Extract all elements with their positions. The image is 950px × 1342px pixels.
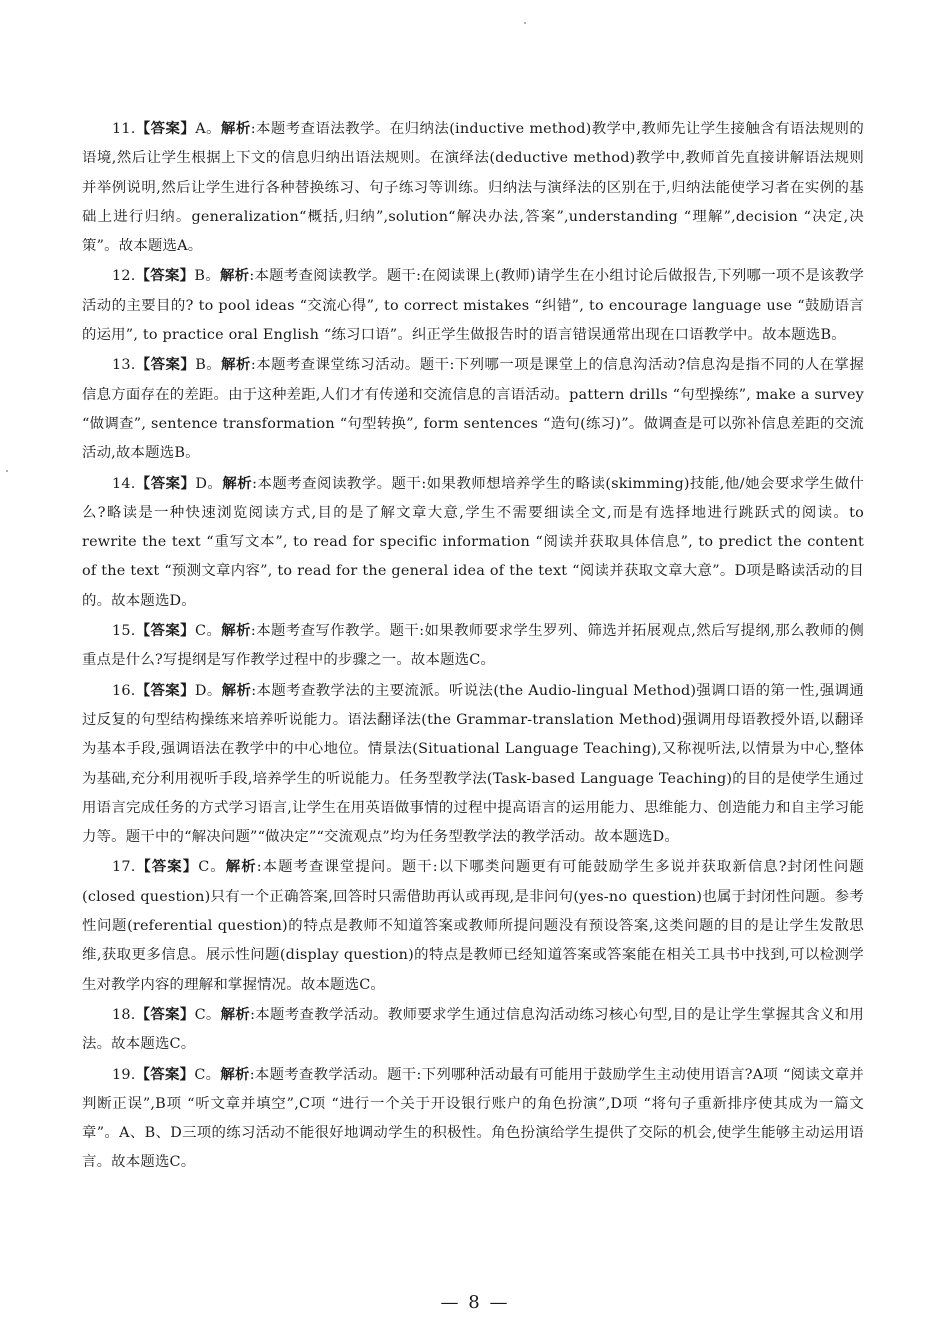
item-number: 16. <box>112 682 136 699</box>
answer-label: 【答案】 <box>135 681 195 699</box>
answer-label: 【答案】 <box>135 356 196 374</box>
answer-value: C。 <box>194 1066 221 1083</box>
analysis-label: 解析 <box>220 1065 250 1083</box>
item-number: 19. <box>112 1066 136 1083</box>
answer-value: A。 <box>195 121 221 137</box>
analysis-label: 解析 <box>221 681 252 699</box>
item-16 <box>82 676 864 853</box>
analysis-label: 解析 <box>219 267 250 285</box>
analysis-text: :本题考查课堂提问。题干:以下哪类问题更有可能鼓励学生多说并获取新信息?封闭性问题(closed question)只有一个正确答案,回答时只需借助再认或再现,是非问句(yes-no question)也属于封闭性问题。参考性问题(referential question)的特点是教师不知道答案或教师所提问题没有预设答案,这类问题的目的是让学生发散思维,获取更多信息。展示性问题(display question)的特点是教师已经知道答案或答案能在相关工具书中找到,可以检测学生对教学内容的理解和掌握情况。故本题选C。 <box>82 859 864 993</box>
answer-label: 【答案】 <box>135 267 195 285</box>
analysis-label: 解析 <box>220 120 251 137</box>
analysis-text: :本题考查课堂练习活动。题干:下列哪一项是课堂上的信息沟活动?信息沟是指不同的人在掌握信息方面存在的差距。由于这种差距,人们才有传递和交流信息的言语活动。pattern drills “句型操练”, make a survey “做调查”, sentence transformation “句型转换”, form sentences “造句(练习)”。做调查是可以弥补信息差距的交流活动,故本题选B。 <box>82 357 864 462</box>
answer-value: D。 <box>194 682 222 699</box>
item-number: 13. <box>112 357 136 374</box>
analysis-text: :本题考查写作教学。题干:如果教师要求学生罗列、筛选并拓展观点,然后写提纲,那么教师的侧重点是什么?写提纲是写作教学过程中的步骤之一。故本题选C。 <box>82 623 864 669</box>
analysis-text: :本题考查教学活动。教师要求学生通过信息沟活动练习核心句型,目的是让学生掌握其含义和用法。故本题选C。 <box>82 1006 864 1053</box>
item-12 <box>82 261 864 350</box>
analysis-label: 解析 <box>221 356 251 374</box>
analysis-label: 解析 <box>222 474 253 492</box>
item-number: 14. <box>112 475 136 492</box>
scan-speck <box>6 470 8 472</box>
answer-label: 【答案】 <box>135 1065 195 1083</box>
item-11 <box>82 114 864 261</box>
item-15 <box>82 616 864 676</box>
item-number: 18. <box>112 1006 136 1023</box>
analysis-text: :本题考查语法教学。在归纳法(inductive method)教学中,教师先让学生接触含有语法规则的语境,然后让学生根据上下文的信息归纳出语法规则。在演绎法(deductive method)教学中,教师首先直接讲解语法规则并举例说明,然后让学生进行各种替换练习、句子练习等训练。归纳法与演绎法的区别在于,归纳法能使学习者在实例的基础上进行归纳。generalization“概括,归纳”,solution“解决办法,答案”,understanding “理解”,decision “决定,决策”。故本题选A。 <box>82 121 865 255</box>
item-number: 12. <box>112 268 136 285</box>
item-number: 17. <box>112 859 136 876</box>
item-18 <box>82 1000 864 1060</box>
analysis-text: :本题考查教学活动。题干:下列哪种活动最有可能用于鼓励学生主动使用语言?A项 “阅读文章并判断正误”,B项 “听文章并填空”,C项 “进行一个关于开设银行账户的角色扮演”,D项 “将句子重新排序使其成为一篇文章”。A、B、D三项的练习活动不能很好地调动学生的积极性。角色扮演给学生提供了交际的机会,使学生能够主动运用语言。故本题选C。 <box>82 1066 864 1171</box>
item-number: 11. <box>112 121 136 137</box>
item-14 <box>82 469 864 616</box>
page-number: — 8 — <box>440 1292 510 1313</box>
answer-value: C。 <box>198 859 226 876</box>
analysis-label: 解析 <box>221 622 251 640</box>
answer-label: 【答案】 <box>135 474 196 492</box>
analysis-text: :本题考查阅读教学。题干:在阅读课上(教师)请学生在小组讨论后做报告,下列哪一项不是该教学活动的主要目的? to pool ideas “交流心得”, to correct mistakes “纠错”, to encourage language use “鼓励语言的运用”, to practice oral English “练习口语”。纠正学生做报告时的语言错误通常出现在口语教学中。故本题选B。 <box>82 268 864 344</box>
answer-value: B。 <box>194 268 220 285</box>
answer-label: 【答案】 <box>135 858 199 876</box>
answer-value: C。 <box>195 623 222 640</box>
analysis-label: 解析 <box>220 1005 251 1023</box>
analysis-text: :本题考查阅读教学。题干:如果教师想培养学生的略读(skimming)技能,他/她会要求学生做什么?略读是一种快速浏览阅读方式,目的是了解文章大意,学生不需要细读全文,而是有选择地进行跳跃式的阅读。to rewrite the text “重写文本”, to read for specific information “阅读并获取具体信息”, to predict the content of the text “预测文章内容”, to read for the general idea of the text “阅读并获取文章大意”。D项是略读活动的目的。故本题选D。 <box>82 475 864 609</box>
answer-value: C。 <box>194 1006 221 1023</box>
answer-label: 【答案】 <box>135 120 196 137</box>
analysis-text: :本题考查教学法的主要流派。听说法(the Audio-lingual Method)强调口语的第一性,强调通过反复的句型结构操练来培养听说能力。语法翻译法(the Grammar-translation Method)强调用母语教授外语,以翻译为基本手段,强调语法在教学中的中心地位。情景法(Situational Language Teaching),又称视听法,以情景为中心,整体为基础,充分利用视听手段,培养学生的听说能力。任务型教学法(Task-based Language Teaching)的目的是使学生通过用语言完成任务的方式学习语言,让学生在用英语做事情的过程中提高语言的运用能力、思维能力、创造能力和自主学习能力等。题干中的“解决问题”“做决定”“交流观点”均为任务型教学法的教学活动。故本题选D。 <box>82 682 864 846</box>
answer-explanations <box>82 114 864 1178</box>
answer-label: 【答案】 <box>135 1005 195 1023</box>
item-19 <box>82 1060 864 1178</box>
item-number: 15. <box>112 623 136 640</box>
scan-speck <box>524 22 526 24</box>
answer-value: D。 <box>195 475 223 492</box>
answer-label: 【答案】 <box>135 622 196 640</box>
item-13 <box>82 350 864 468</box>
item-17 <box>82 852 864 999</box>
analysis-label: 解析 <box>225 858 257 876</box>
answer-value: B。 <box>195 357 222 374</box>
